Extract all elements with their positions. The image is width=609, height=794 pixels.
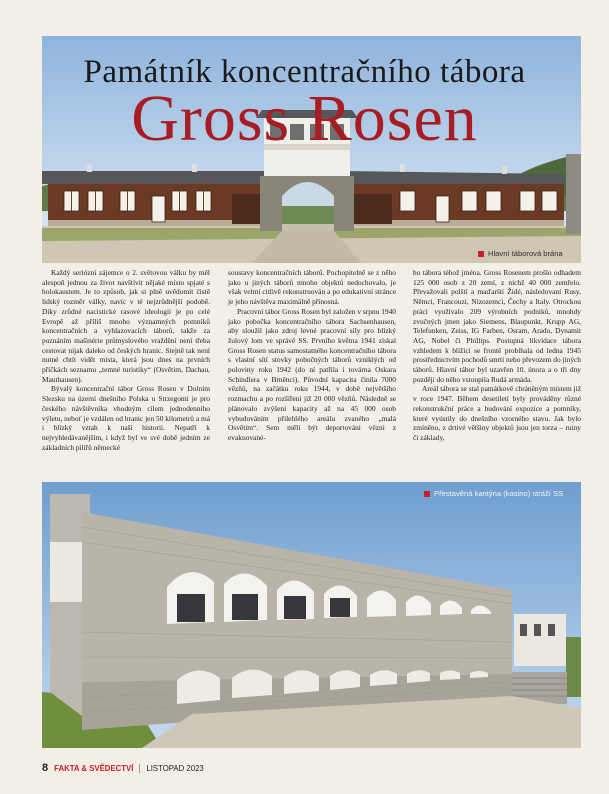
article-column-1 [42,268,210,474]
page-title-line1: Památník koncentračního tábora [83,54,526,90]
col1-paragraph-2: Bývalý koncentrační tábor Gross Rosen v Dolním Slezsku na území dnešního Polska u Strzegomi je pro českého návštěvníka vhodným cílem jednodenního výletu, neboť je vzdálen od hranic jen 50 kilometrů a má i blízký vztah k naší historii. Nepatří k nejvyhledávanějším, i když byl ve své době jedním ze základních pilířů německé [42,384,210,452]
caption-marker-icon [424,491,430,497]
col1-paragraph-1: Každý seriózní zájemce o 2. světovou válku by měl alespoň jednou za život navštívit nějaké místo spjaté s holokaustem. Je to způsob, jak si plně uvědomit čistě lidský rozměr války, navíc v té nejzrůdnější podobě. Díky zrůdné nacistické rasové ideologii je po celé Evropě až příliš mnoho významných pomníků koncentračních a vyhlazovacích táborů, takže za poznáním mašinérie průmyslového vraždění není třeba cestovat nijak daleko od českých hranic. Stejně tak není nutné chtít vidět místa, která jsou dnes na prvních příčkách seznamu „temné turistiky“ (Osvětim, Dachau, Mauthausen). [42,268,210,384]
canteen-photo [42,482,581,748]
top-caption-text: Hlavní táborová brána [488,249,563,258]
footer-divider [139,764,140,773]
article-column-2 [228,268,396,474]
page-number: 8 [42,762,49,774]
caption-marker-icon [478,251,484,257]
magazine-name: FAKTA & SVĚDECTVÍ [54,763,134,773]
col2-paragraph-2: Pracovní tábor Gross Rosen byl založen v srpnu 1940 jako pobočka koncentračního tábora Sachsenhausen, aby sloužil jako zdroj levné pracovní síly pro blízký žulový lom ve správě SS. Prvního května 1941 získal Gross Rosen status samostatného koncentračního tábora s vlastní sítí stovky pobočných táborů vzniklých od poloviny roku 1942 (do ní patřila i továrna Oskara Schindlera v Brněnci). Původní kapacita činila 7000 vězňů, na začátku roku 1944, v době největšího rozmachu a po rozšíření již 20 000 vězňů. Následně se plánovalo zvýšení kapacity až na 45 000 osob vybudováním přilehlého areálu zvaného „malá Osvětim“. Sem měli být deportováni vězni z evakuované- [228,306,396,442]
article-column-3 [413,268,581,474]
col2-paragraph-1: soustavy koncentračních táborů. Pochopitelně se z něho jako u jiných táborů mnoho objektů nedochovalo, je však velmi citlivě rekonstruován a po edukativní stránce je jeho návštěva maximálně přínosná. [228,268,396,307]
bottom-caption-text: Přestavěná kantýna (kasino) stráží SS [434,489,564,498]
page-title-line2: Gross Rosen [131,82,478,155]
issue-date: LISTOPAD 2023 [146,763,204,773]
col3-paragraph-1: ho tábora téhož jména. Gross Rosenem prošlo odhadem 125 000 osob z 20 zemí, z nichž 40 000 zemřelo. Převažovali polští a maďarští Židé, následovaní Rusy, Němci, Francouzi, Nizozemci, Čechy a Italy. Otrockou práci využívalo 209 výrobních podniků, mnohdy zvučných jmen jako Siemens, Blaupunkt, Krupp AG, Telefunken, Zeiss, IG Farben, Osram, Arado, Dynamit AG, Nobel či Phillips. Postupná likvidace tábora vzhledem k blížící se frontě probíhala od ledna 1945 prostřednictvím pochodů smrti nebo převozem do jiných táborů. Hlavní tábor byl uzavřen 10. února a o tři dny později do něho vstoupila Rudá armáda. [413,268,581,384]
page-footer [42,762,204,774]
top-photo-caption [478,249,563,258]
col3-paragraph-2: Areál tábora se stal památkově chráněným místem již v roce 1947. Během desetiletí byly prováděny různé rekonstrukční práce a budování expozice a pomníky, které vyústily do dnešního vzorného stavu. Jak bylo zmíněno, z drtivé většiny objektů jsou jen torza – ruiny či základy, [413,384,581,442]
bottom-photo-caption [424,489,563,498]
